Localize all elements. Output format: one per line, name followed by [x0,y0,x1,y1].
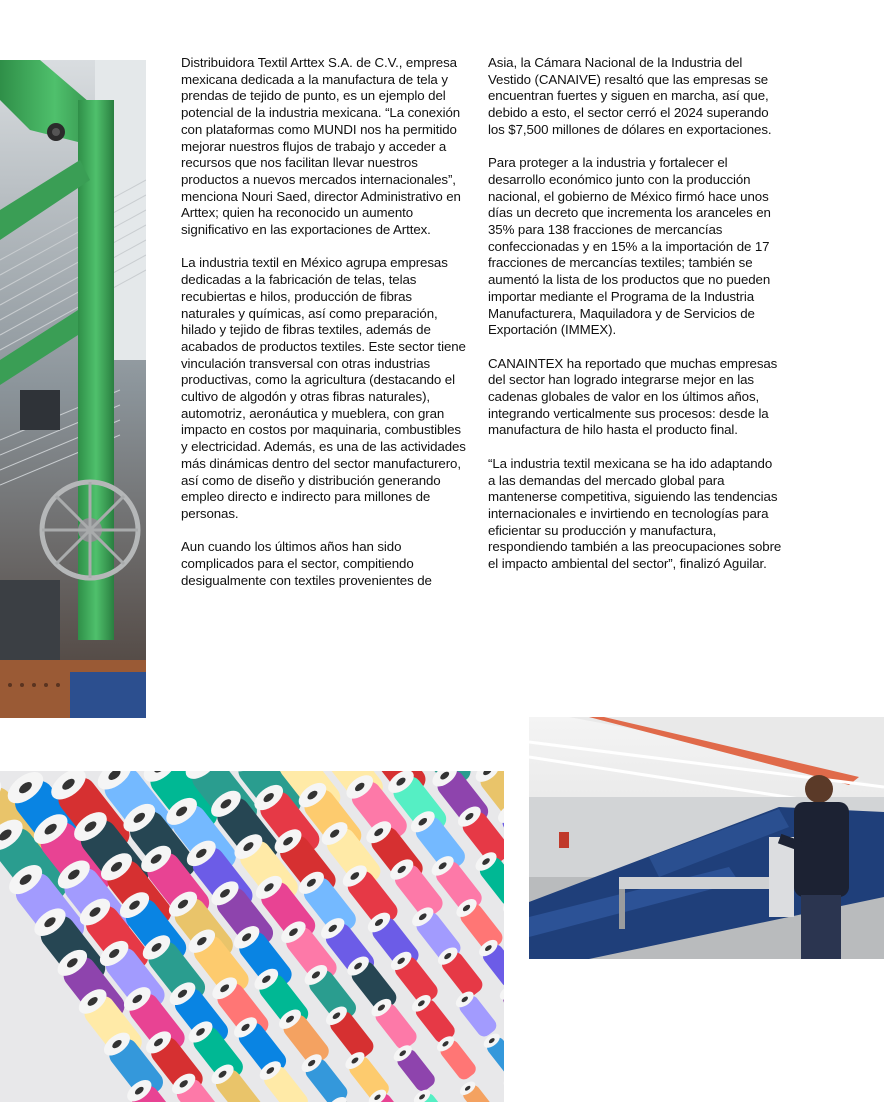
paragraph: Para proteger a la industria y fortalecer el desarrollo económico junto con la producción nacional, el gobierno de México firmó hace unos días un decreto que incrementa los aranceles en 35% para 138 fracciones de mercancías confeccionadas y en 15% a la importación de 17 fracciones de mercancías textiles; también se aumentó la lista de los productos que no pueden importar mediante el Programa de la Industria Manufacturera, Maquiladora y de Servicios de Exportación (IMMEX). [488,155,771,338]
article-column-right [488,55,782,589]
article-column-left [181,55,469,606]
paragraph: Asia, la Cámara Nacional de la Industria del Vestido (CANAIVE) resaltó que las empresas se encuentran fuertes y siguen en marcha, así que, debido a esto, el sector cerró el 2024 superando los $7,500 millones de dólares en exportaciones. [488,55,772,137]
paragraph: Aun cuando los últimos años han sido complicados para el sector, compitiendo desigualmente con textiles provenientes de [181,539,432,588]
paragraph: Distribuidora Textil Arttex S.A. de C.V., empresa mexicana dedicada a la manufactura de tela y prendas de tejido de punto, es un ejemplo del potencial de la industria mexicana. “La conexión con plataformas como MUNDI nos ha permitido mejorar nuestros flujos de trabajo y acceder a recursos que nos facilitan llevar nuestros productos a nuevos mercados internacionales”, menciona Nouri Saed, director Administrativo en Arttex; quien ha reconocido un aumento significativo en las exportaciones de Arttex. [181,55,461,238]
fabric-worker-photo [529,717,884,959]
paragraph: “La industria textil mexicana se ha ido adaptando a las demandas del mercado global para mantenerse competitiva, siguiendo las tendencias internacionales e invirtiendo en tecnologías para eficientar su producción y manufactura, respondiendo también a las preocupaciones sobre el impacto ambiental del sector”, finalizó Aguilar. [488,455,782,572]
thread-spools-photo [0,771,504,1102]
textile-loom-photo [0,60,146,718]
paragraph: CANAINTEX ha reportado que muchas empresas del sector han logrado integrarse mejor en las cadenas globales de valor en los últimos años, integrando verticalmente sus procesos: desde la manufactura de hilo hasta el producto final. [488,355,778,438]
paragraph: La industria textil en México agrupa empresas dedicadas a la fabricación de telas, telas recubiertas e hilos, producción de fibras naturales y químicas, así como preparación, hilado y tejido de fibras textiles, además de acabados de productos textiles. Este sector tiene vinculación transversal con otras industrias productivas, como la agricultura (destacando el cultivo de algodón y otras fibras naturales), automotriz, aeronáutica y mueblera, con gran impacto en costos por maquinaria, combustibles y electricidad. Además, es una de las actividades más dinámicas dentro del sector manufacturero, así como de diseño y distribución generando empleo directo e indirecto para millones de personas. [181,255,466,521]
